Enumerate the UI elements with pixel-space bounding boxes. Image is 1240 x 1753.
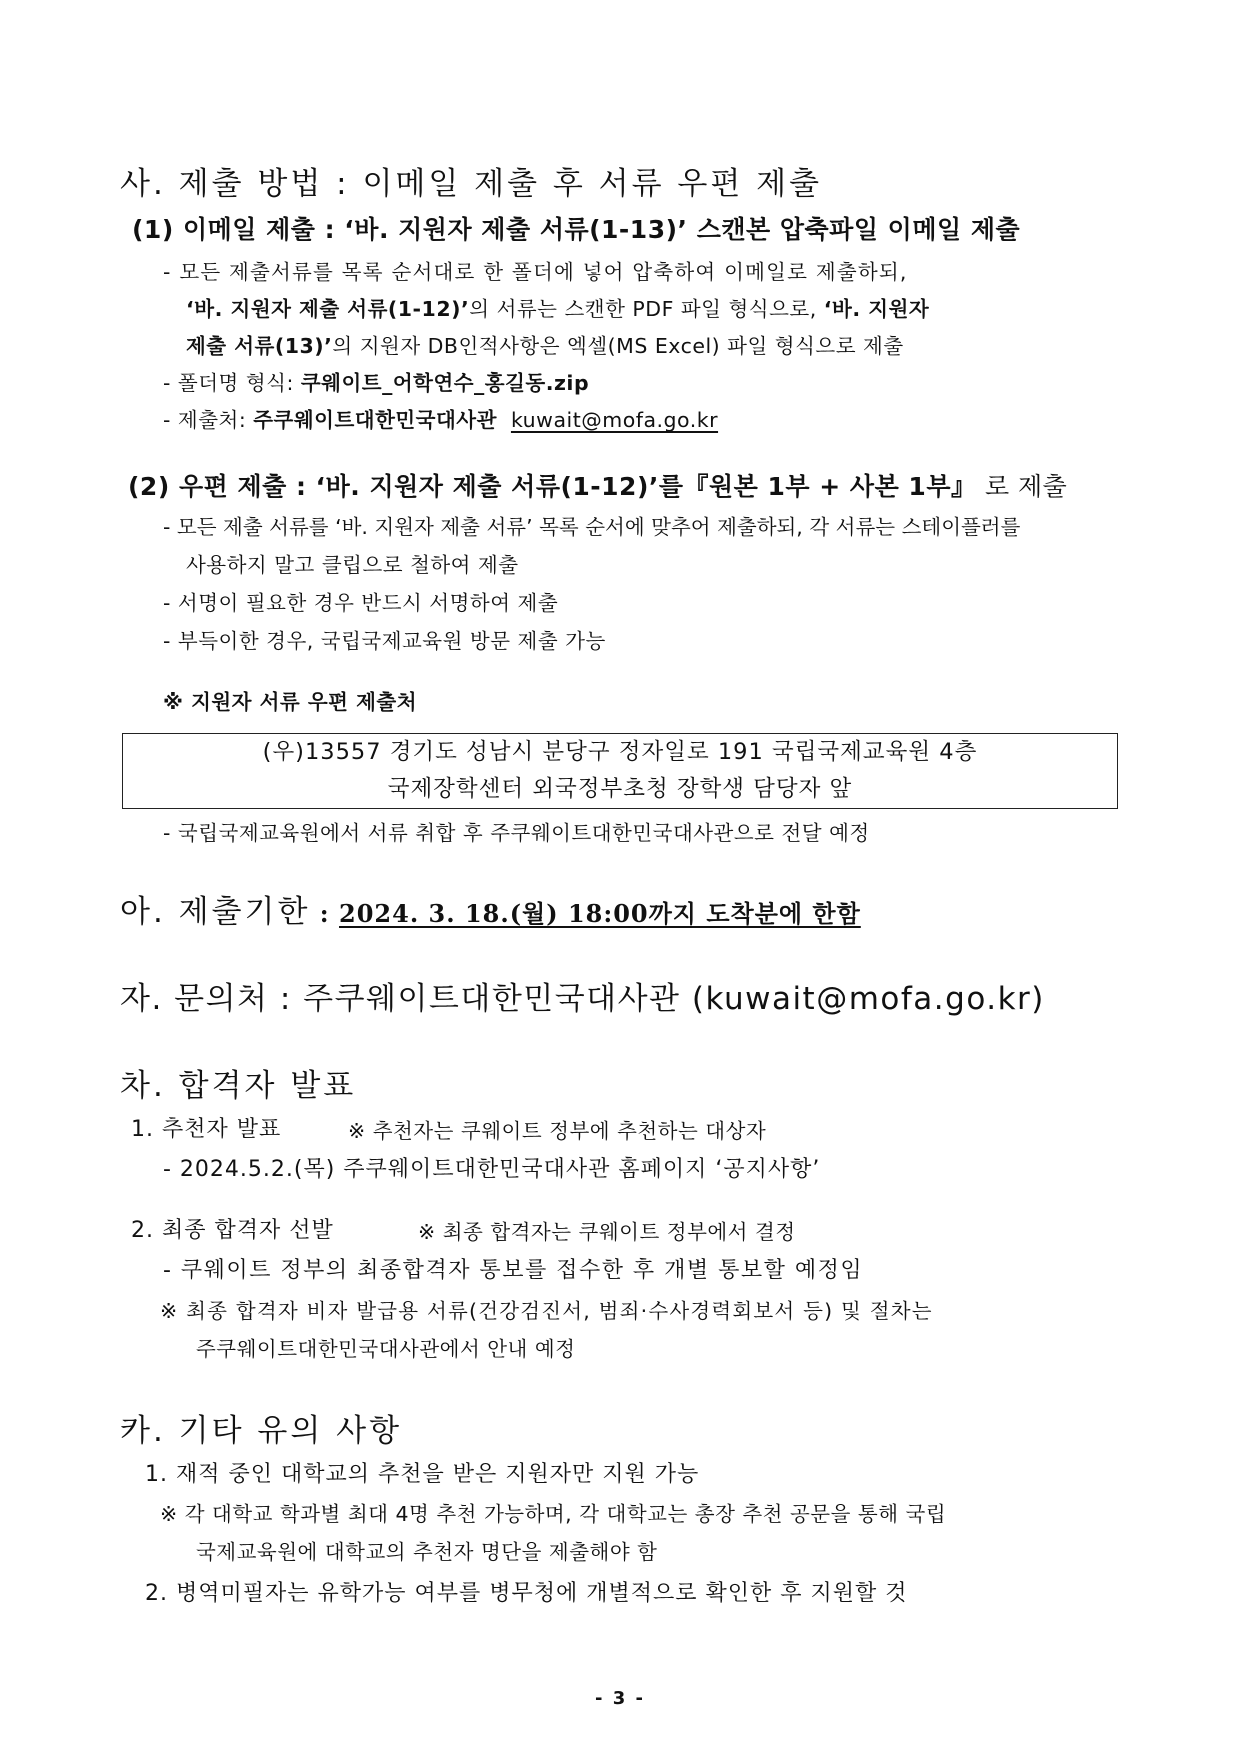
deadline-value: 2024. 3. 18.(월) 18:00까지 도착분에 한함 xyxy=(339,899,861,928)
post-bullet-1-line-1: - 모든 제출 서류를 ‘바. 지원자 제출 서류’ 목록 순서에 맞추어 제출하되, 각 서류는 스테이플러를 xyxy=(163,515,1021,539)
post-submission-title-rest: 로 제출 xyxy=(984,472,1068,501)
deadline-colon: : xyxy=(310,899,340,928)
email-bullet-1-line-3 xyxy=(186,336,904,357)
recommendation-title: 1. 추천자 발표 xyxy=(131,1117,282,1142)
final-selection-note: ※ 최종 합격자는 쿠웨이트 정부에서 결정 xyxy=(418,1220,796,1244)
page-number: - 3 - xyxy=(595,1688,645,1709)
final-selection-bullet: - 쿠웨이트 정부의 최종합격자 통보를 접수한 후 개별 통보할 예정임 xyxy=(163,1258,864,1283)
section-ja-contact: 자. 문의처 : 주쿠웨이트대한민국대사관 (kuwait@mofa.go.kr) xyxy=(120,981,1045,1017)
address-box xyxy=(122,733,1118,809)
post-submission-title-main: (2) 우편 제출 : ‘바. 지원자 제출 서류(1-12)’를『원본 1부 + 사본 1부』 xyxy=(128,472,977,501)
email-bullet-1-line-2 xyxy=(186,299,929,320)
other-note-line-1: ※ 각 대학교 학과별 최대 4명 추천 가능하며, 각 대학교는 총장 추천 공문을 통해 국립 xyxy=(160,1502,947,1526)
address-line-2: 국제장학센터 외국정부초청 장학생 담당자 앞 xyxy=(387,776,853,802)
folder-name-format xyxy=(163,373,589,394)
destination-email-link[interactable]: kuwait@mofa.go.kr xyxy=(510,408,719,432)
doc-range-ref: ‘바. 지원자 xyxy=(823,297,930,321)
section-cha-heading: 차. 합격자 발표 xyxy=(120,1068,357,1104)
section-a-deadline xyxy=(120,894,861,930)
final-selection-title: 2. 최종 합격자 선발 xyxy=(131,1218,334,1243)
doc-13-ref: 제출 서류(13)’ xyxy=(186,334,333,358)
destination-label: - 제출처: xyxy=(163,408,254,432)
recommendation-announcement: - 2024.5.2.(목) 주쿠웨이트대한민국대사관 홈페이지 ‘공지사항’ xyxy=(163,1157,821,1182)
visa-note-line-1: ※ 최종 합격자 비자 발급용 서류(건강검진서, 범죄·수사경력회보서 등) 및 절차는 xyxy=(160,1299,933,1323)
visa-note-line-2: 주쿠웨이트대한민국대사관에서 안내 예정 xyxy=(196,1337,576,1361)
email-submission-title: (1) 이메일 제출 : ‘바. 지원자 제출 서류(1-13)’ 스캔본 압축파일 이메일 제출 xyxy=(132,215,1021,244)
post-submission-title xyxy=(128,474,1067,499)
section-sa-heading: 사. 제출 방법 : 이메일 제출 후 서류 우편 제출 xyxy=(120,166,823,202)
other-note-line-2: 국제교육원에 대학교의 추천자 명단을 제출해야 함 xyxy=(196,1540,658,1564)
recommendation-note: ※ 추천자는 쿠웨이트 정부에 추천하는 대상자 xyxy=(348,1119,767,1143)
destination-org: 주쿠웨이트대한민국대사관 xyxy=(253,408,497,432)
address-note: - 국립국제교육원에서 서류 취합 후 주쿠웨이트대한민국대사관으로 전달 예정 xyxy=(163,821,870,845)
email-bullet-1-line-3-text: 의 지원자 DB인적사항은 엑셀(MS Excel) 파일 형식으로 제출 xyxy=(332,334,904,358)
address-line-1: (우)13557 경기도 성남시 분당구 정자일로 191 국립국제교육원 4층 xyxy=(262,739,978,765)
other-item-2: 2. 병역미필자는 유학가능 여부를 병무청에 개별적으로 확인한 후 지원할 것 xyxy=(145,1581,908,1606)
post-bullet-3: - 부득이한 경우, 국립국제교육원 방문 제출 가능 xyxy=(163,629,606,653)
deadline-label: 아. 제출기한 xyxy=(120,894,311,930)
post-bullet-2: - 서명이 필요한 경우 반드시 서명하여 제출 xyxy=(163,591,559,615)
email-bullet-1-line-1: - 모든 제출서류를 목록 순서대로 한 폴더에 넣어 압축하여 이메일로 제출하되, xyxy=(163,260,908,284)
submission-destination xyxy=(163,410,718,431)
folder-name-value: 쿠웨이트_어학연수_홍길동.zip xyxy=(300,371,590,395)
address-box-title: ※ 지원자 서류 우편 제출처 xyxy=(163,690,418,714)
doc-range-1-12: ‘바. 지원자 제출 서류(1-12)’ xyxy=(186,297,470,321)
post-bullet-1-line-2: 사용하지 말고 클립으로 철하여 제출 xyxy=(186,553,519,577)
other-item-1: 1. 재적 중인 대학교의 추천을 받은 지원자만 지원 가능 xyxy=(145,1462,700,1487)
folder-name-label: - 폴더명 형식: xyxy=(163,371,301,395)
email-bullet-1-line-2-text: 의 서류는 스캔한 PDF 파일 형식으로, xyxy=(469,297,824,321)
section-ka-heading: 카. 기타 유의 사항 xyxy=(120,1413,403,1449)
